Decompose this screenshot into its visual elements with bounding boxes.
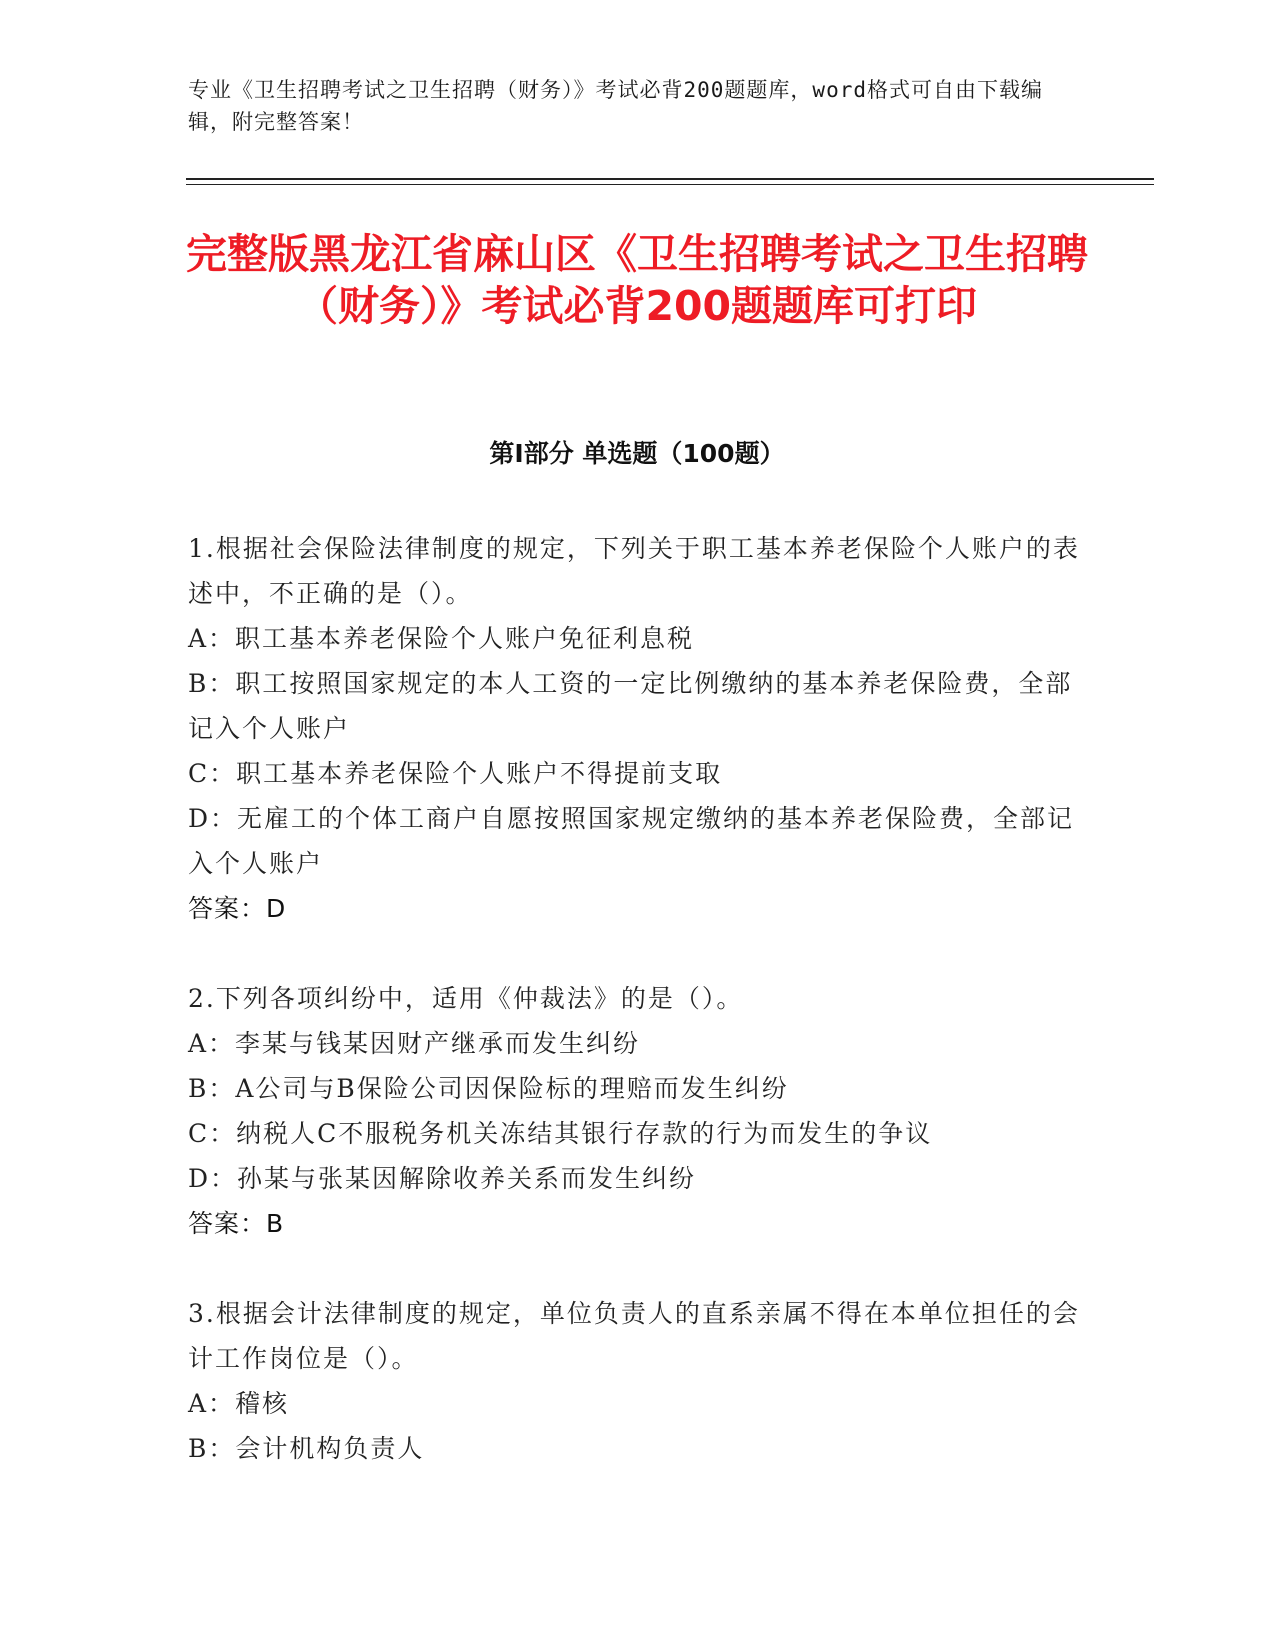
question-1 xyxy=(188,526,1088,931)
option-a: A：职工基本养老保险个人账户免征利息税 xyxy=(188,624,695,653)
answer-label: 答案： xyxy=(188,1209,267,1238)
option-c: C：纳税人C不服税务机关冻结其银行存款的行为而发生的争议 xyxy=(188,1119,933,1148)
option-a: A：李某与钱某因财产继承而发生纠纷 xyxy=(188,1029,641,1058)
option-b: B：A公司与B保险公司因保险标的理赔而发生纠纷 xyxy=(188,1074,789,1103)
question-stem: 2.下列各项纠纷中，适用《仲裁法》的是（）。 xyxy=(188,984,744,1013)
answer-value: D xyxy=(266,894,287,923)
answer-line xyxy=(188,886,1088,931)
question-stem: 1.根据社会保险法律制度的规定，下列关于职工基本养老保险个人账户的表述中，不正确的是（）。 xyxy=(188,534,1080,608)
option-a: A：稽核 xyxy=(188,1389,290,1418)
question-list xyxy=(188,526,1088,1516)
option-d: D：孙某与张某因解除收养关系而发生纠纷 xyxy=(188,1164,697,1193)
header-rule-thick xyxy=(186,178,1154,180)
option-c: C：职工基本养老保险个人账户不得提前支取 xyxy=(188,759,723,788)
question-2 xyxy=(188,976,1088,1246)
answer-line xyxy=(188,1201,1088,1246)
answer-value: B xyxy=(266,1209,285,1238)
document-title: 完整版黑龙江省麻山区《卫生招聘考试之卫生招聘（财务）》考试必背200题题库可打印 xyxy=(186,230,1088,330)
answer-label: 答案： xyxy=(188,894,267,923)
header-rule-thin xyxy=(186,184,1154,185)
option-b: B：会计机构负责人 xyxy=(188,1434,425,1463)
option-b: B：职工按照国家规定的本人工资的一定比例缴纳的基本养老保险费，全部记入个人账户 xyxy=(188,669,1073,743)
option-d: D：无雇工的个体工商户自愿按照国家规定缴纳的基本养老保险费，全部记入个人账户 xyxy=(188,804,1075,878)
question-stem: 3.根据会计法律制度的规定，单位负责人的直系亲属不得在本单位担任的会计工作岗位是（）。 xyxy=(188,1299,1080,1373)
header-note: 专业《卫生招聘考试之卫生招聘（财务）》考试必背200题题库，word格式可自由下载编辑，附完整答案！ xyxy=(188,78,1043,134)
section-title: 第I部分 单选题（100题） xyxy=(489,439,785,468)
question-3 xyxy=(188,1291,1088,1471)
